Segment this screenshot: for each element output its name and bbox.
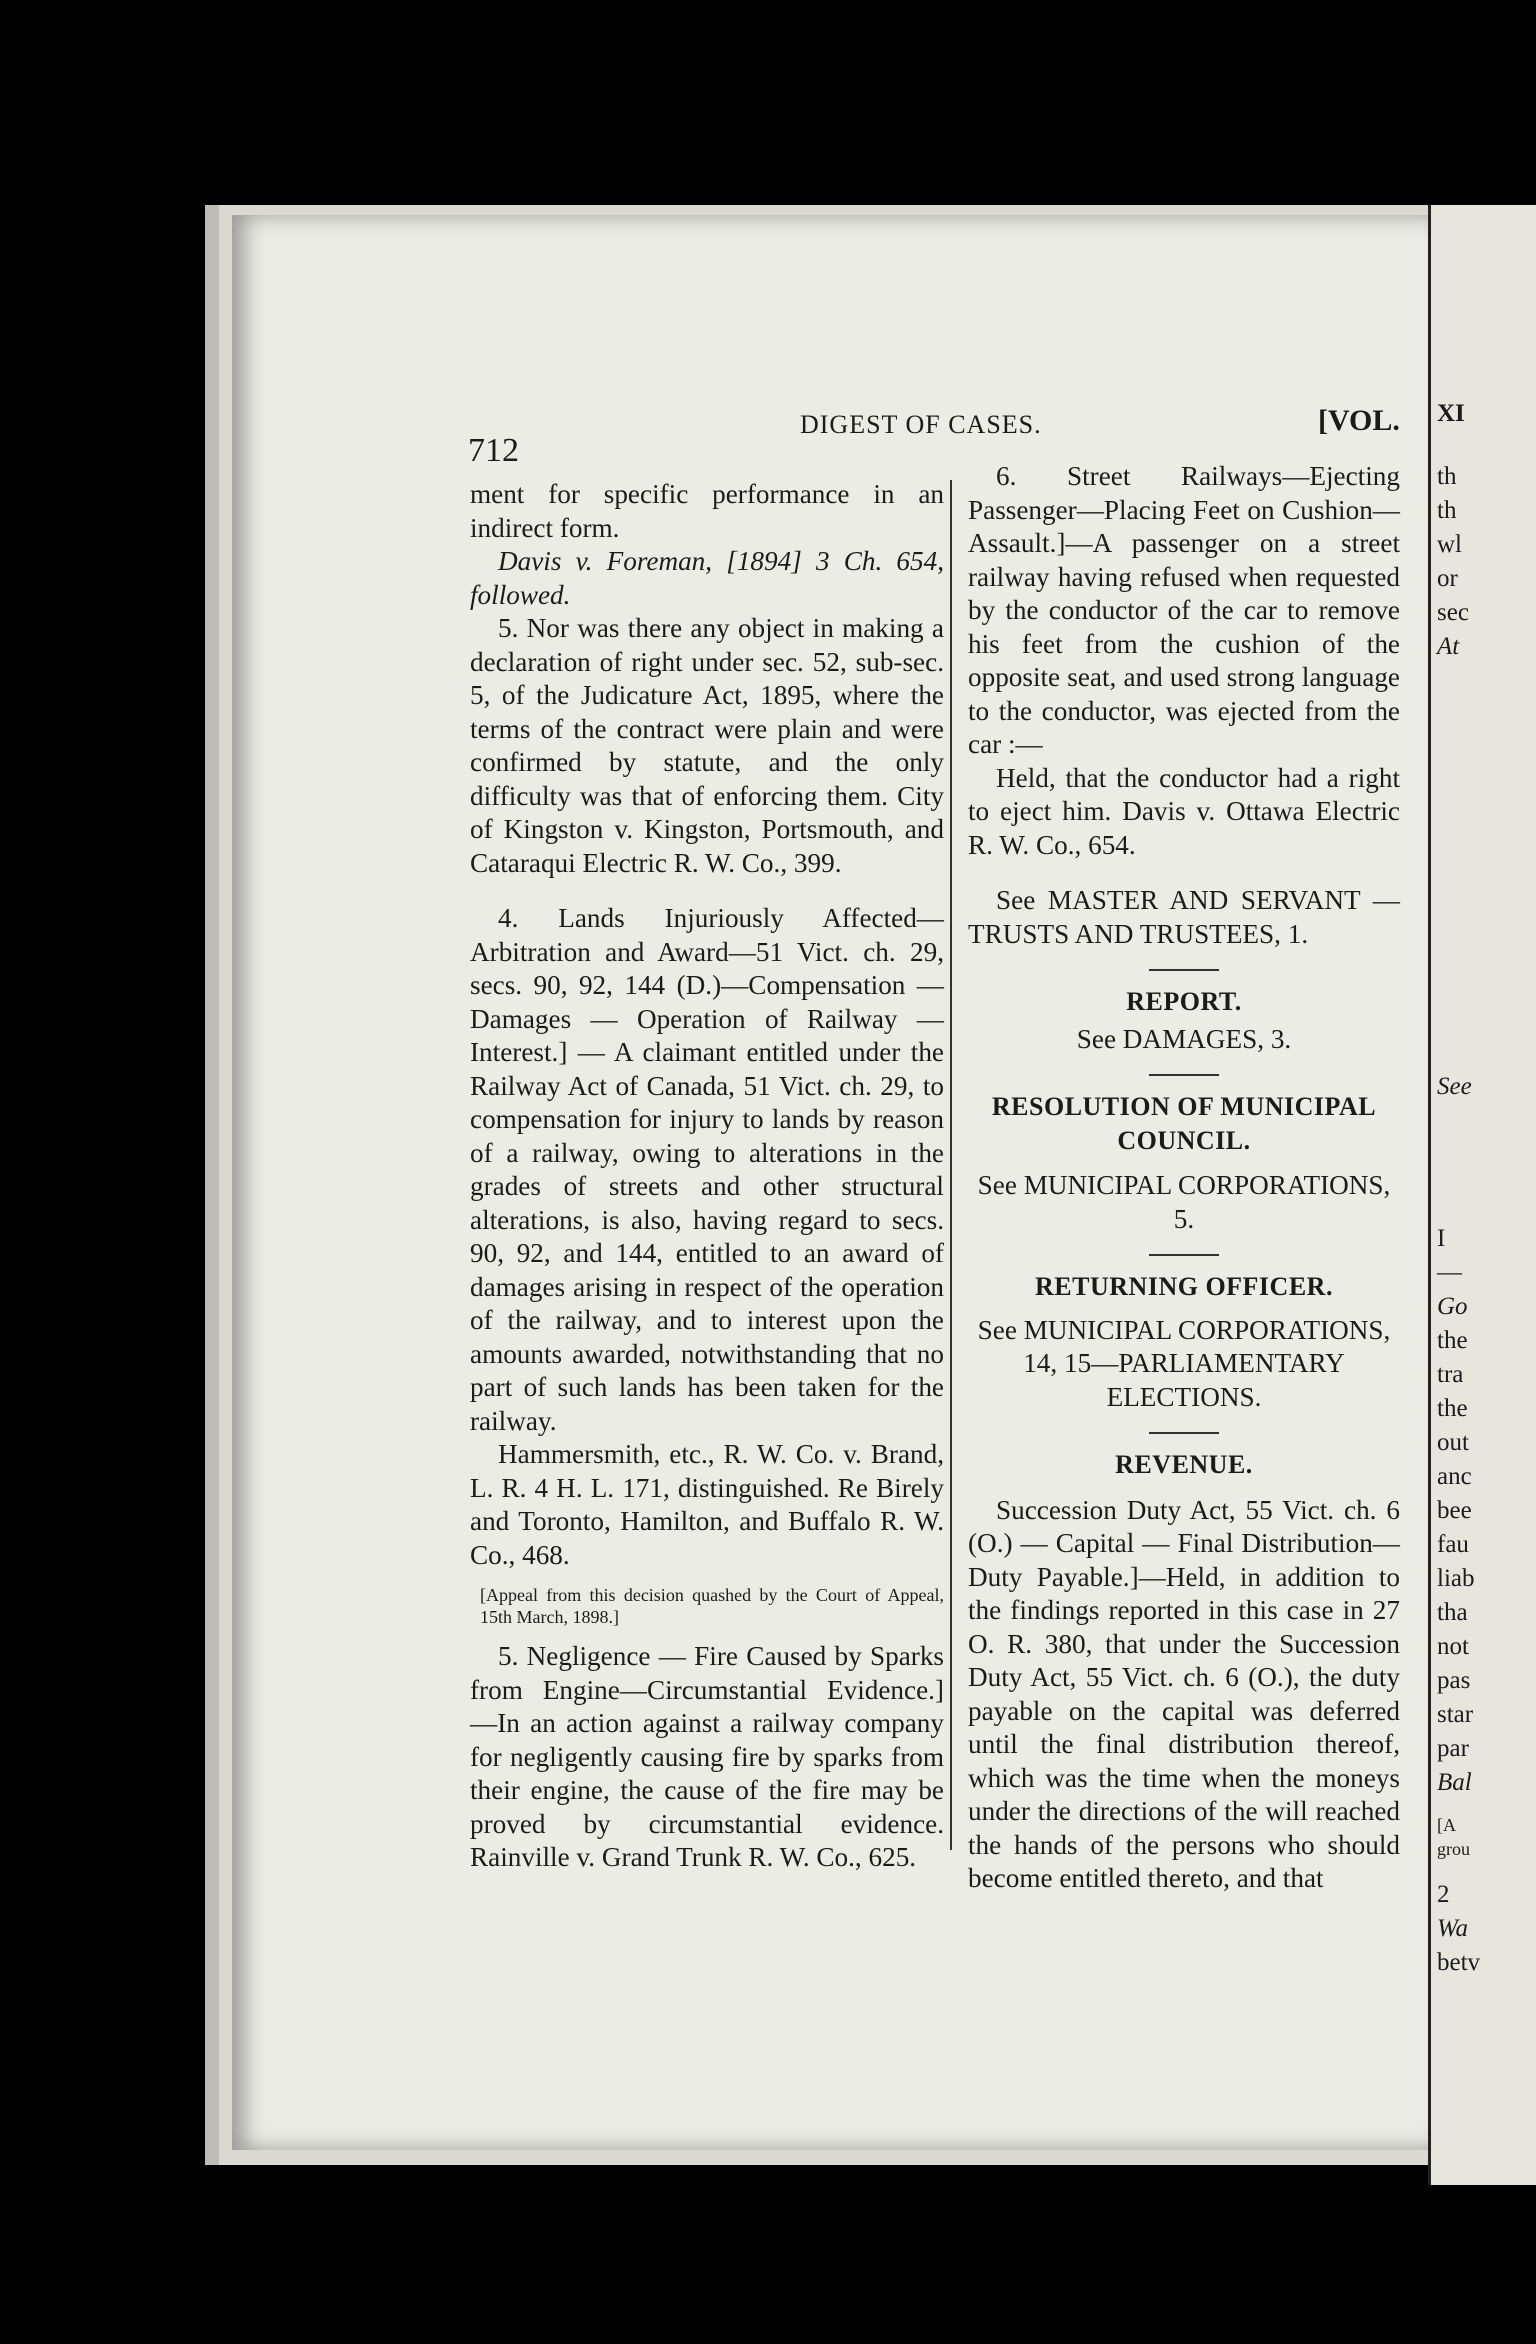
facing-fragment: Bal [1437,1769,1472,1796]
left-column [470,478,944,1875]
facing-fragment: betv [1437,1949,1481,1976]
facing-fragment: th [1437,497,1457,524]
facing-fragment: pas [1437,1667,1471,1694]
case-paragraph: 5. Negligence — Fire Caused by Sparks from Engine—Circumstantial Evidence.]—In an action against a railway company for negligently causing fire by sparks from their engine, the cause of the fire may be proved by circumstantial evidence. Rainville v. Grand Trunk R. W. Co., 625. [470,1641,944,1872]
facing-fragment: 2 [1437,1881,1450,1908]
cross-reference: See MUNICIPAL CORPORATIONS, 5. [977,1170,1391,1234]
facing-fragment: See [1437,1073,1472,1100]
case-paragraph: 4. Lands Injuriously Affected—Arbitration and Award—51 Vict. ch. 29, secs. 90, 92, 144 (D.)—Compensation — Damages — Operation of Railway — Interest.] — A claimant entitled under the Railway Act of Canada, 51 Vict. ch. 29, to compensation for injury to lands by reason of a railway, owing to alterations in the grades of streets and other structural alterations, is also, having regard to secs. 90, 92, and 144, entitled to an award of damages arising in respect of the operation of the railway, and to interest upon the amounts awarded, notwithstanding that no part of such lands has been taken for the railway. [470,903,944,1436]
facing-fragment: th [1437,463,1457,490]
facing-fragment: tra [1437,1361,1464,1388]
right-column [968,460,1400,1896]
facing-fragment: the [1437,1327,1468,1354]
section-rule [1149,969,1219,971]
facing-fragment: sec [1437,599,1469,626]
cross-reference: See MASTER AND SERVANT — TRUSTS AND TRUSTEES, 1. [968,885,1400,949]
column-divider [950,480,952,1850]
case-paragraph: 5. Nor was there any object in making a declaration of right under sec. 52, sub-sec. 5, of the Judicature Act, 1895, where the terms of the contract were plain and were confirmed by statute, and the only difficulty was that of enforcing them. City of Kingston v. Kingston, Portsmouth, and Cataraqui Electric R. W. Co., 399. [470,613,944,878]
cross-reference: See DAMAGES, 3. [1076,1023,1292,1054]
case-paragraph: 6. Street Railways—Ejecting Passenger—Placing Feet on Cushion—Assault.]—A passenger on a street railway having refused when requested by the conductor of the car to remove his feet from the cushion of the opposite seat, and used strong language to the conductor, was ejected from the car :— [968,461,1400,759]
facing-fragment: [A [1437,1815,1456,1835]
facing-fragment: star [1437,1701,1474,1728]
section-rule [1149,1432,1219,1434]
running-title: DIGEST OF CASES. [800,410,1042,439]
section-heading: RESOLUTION OF MUNICIPAL COUNCIL. [991,1092,1377,1155]
facing-fragment: XI [1437,400,1465,427]
facing-fragment: liab [1437,1565,1475,1592]
case-citation: Davis v. Foreman, [1894] 3 Ch. 654, followed. [470,546,944,610]
facing-fragment: I [1437,1225,1446,1252]
facing-fragment: Wa [1437,1915,1469,1942]
facing-fragment: tha [1437,1599,1468,1626]
facing-fragment: Go [1437,1293,1468,1320]
facing-fragment: bee [1437,1497,1472,1524]
facing-fragment: At [1437,633,1460,660]
case-holding: Held, that the conductor had a right to eject him. Davis v. Ottawa Electric R. W. Co., 654. [968,762,1400,860]
case-paragraph: Succession Duty Act, 55 Vict. ch. 6 (O.) — Capital — Final Distribution—Duty Payable.]—Held, in addition to the findings reported in this case in 27 O. R. 380, that under the Succession Duty Act, 55 Vict. ch. 6 (O.), the duty payable on the capital was deferred until the final distribution thereof, which was the time when the moneys under the directions of the will reached the hands of the persons who should become entitled thereto, and that [968,1494,1400,1893]
facing-fragment: — [1437,1259,1462,1286]
facing-fragment: fau [1437,1531,1469,1558]
case-citation: Hammersmith, etc., R. W. Co. v. Brand, L. R. 4 H. L. 171, distinguished. Re Birely and Toronto, Hamilton, and Buffalo R. W. Co., 468. [470,1439,944,1570]
appeal-note: [Appeal from this decision quashed by the Court of Appeal, 15th March, 1898.] [480,1585,944,1627]
facing-fragment: par [1437,1735,1469,1762]
section-heading: REPORT. [1126,987,1242,1016]
section-rule [1149,1074,1219,1076]
facing-fragment: out [1437,1429,1469,1456]
section-heading: REVENUE. [1115,1450,1253,1479]
facing-page-edge [1428,205,1536,2185]
case-paragraph: ment for specific performance in an indirect form. [470,479,944,543]
facing-fragment: anc [1437,1463,1472,1490]
facing-fragment: the [1437,1395,1468,1422]
volume-label: [VOL. [1318,404,1400,437]
facing-fragment: wl [1437,531,1462,558]
cross-reference: See MUNICIPAL CORPORATIONS, 14, 15—PARLIAMENTARY ELECTIONS. [977,1314,1391,1412]
facing-fragment: or [1437,565,1458,592]
section-rule [1149,1254,1219,1256]
section-heading: RETURNING OFFICER. [1035,1272,1333,1301]
facing-fragment: grou [1437,1839,1470,1859]
facing-fragment: not [1437,1633,1469,1660]
page-number: 712 [468,432,519,469]
